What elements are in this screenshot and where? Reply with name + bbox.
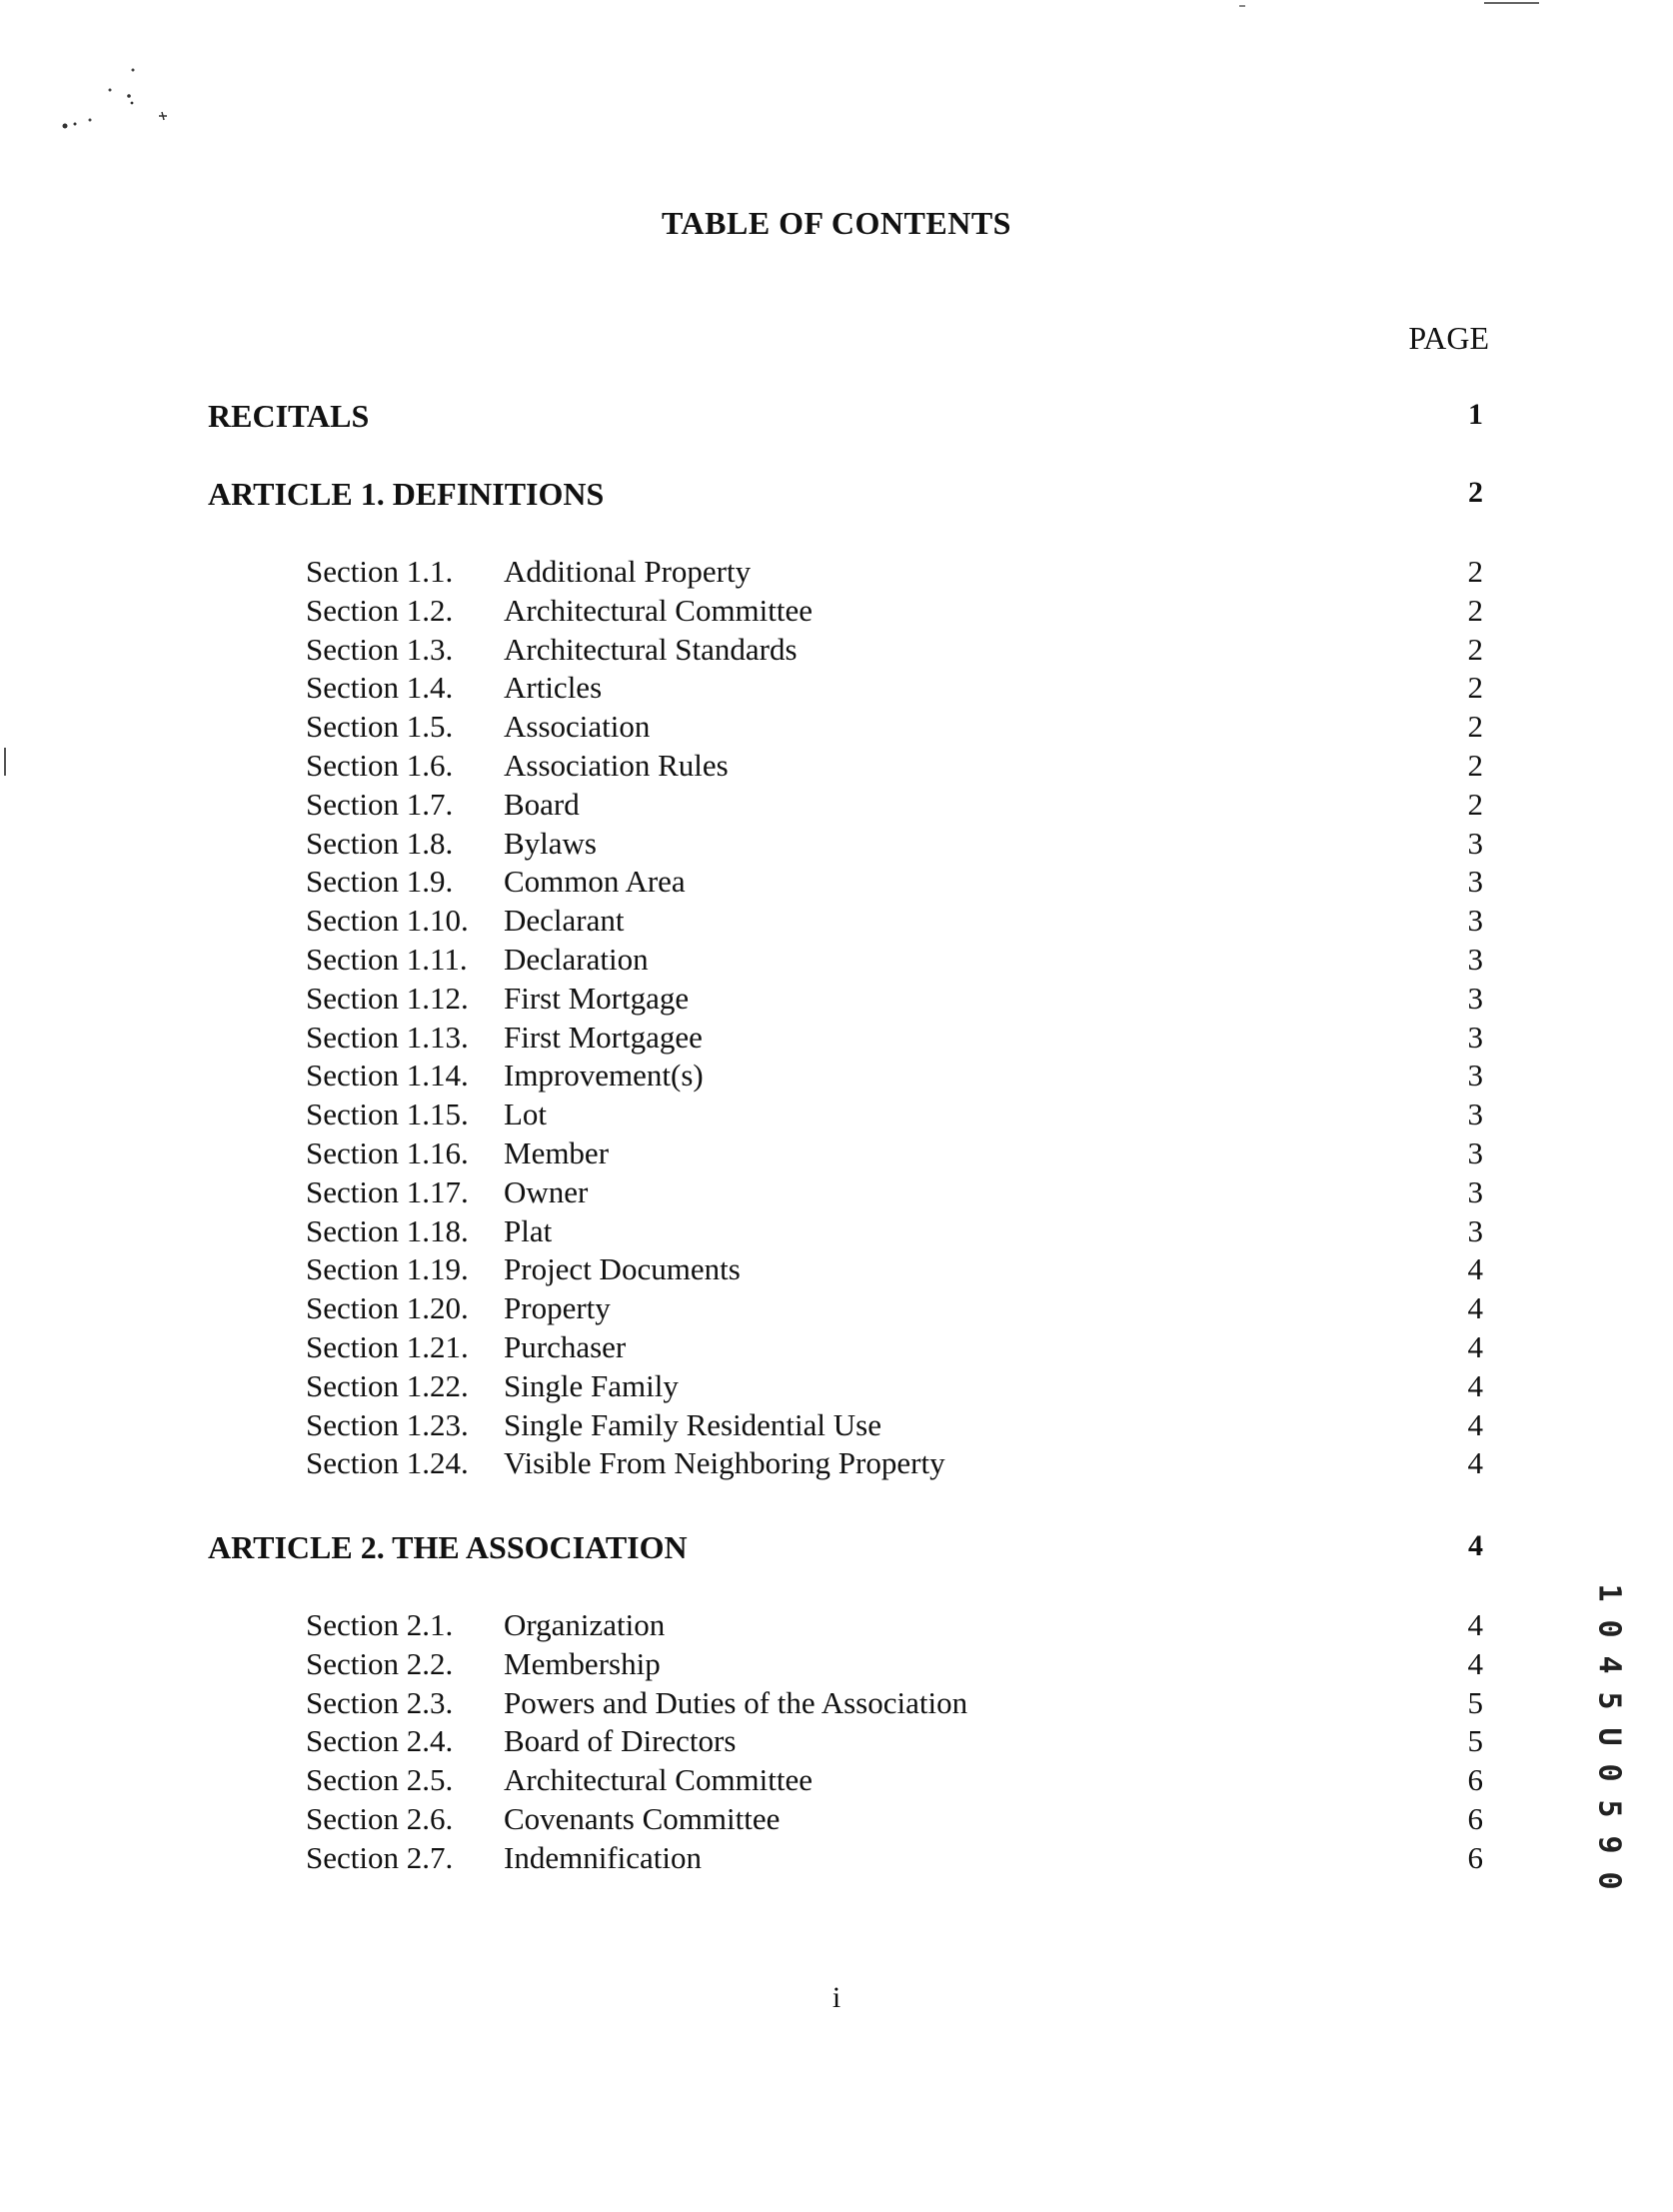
toc-entry (306, 709, 1483, 747)
scan-specks (55, 60, 185, 140)
section-title: Covenants Committee (504, 1801, 781, 1836)
toc-entry (306, 1723, 1483, 1761)
section-page: 3 (1467, 864, 1483, 900)
section-page: 2 (1467, 748, 1483, 783)
section-number: Section 2.2. (306, 1645, 454, 1681)
toc-entry (306, 1445, 1483, 1483)
section-title: Membership (504, 1645, 661, 1681)
section-number: Section 1.16. (306, 1135, 469, 1170)
section-title: Architectural Committee (504, 1762, 814, 1798)
section-title: Declaration (504, 942, 649, 977)
section-page: 2 (1467, 592, 1483, 628)
section-number: Section 1.21. (306, 1329, 469, 1364)
margin-stamp (1589, 1569, 1629, 1899)
section-title: Common Area (504, 864, 686, 900)
section-title: Indemnification (504, 1839, 702, 1875)
section-number: Section 1.1. (306, 554, 454, 589)
section-title: Board (504, 786, 580, 822)
toc-heading: ARTICLE 2. THE ASSOCIATION (208, 1529, 688, 1565)
section-page: 2 (1467, 709, 1483, 745)
section-title: Architectural Standards (504, 631, 798, 667)
section-number: Section 2.4. (306, 1723, 454, 1759)
toc-entry (306, 1407, 1483, 1445)
section-number: Section 1.4. (306, 670, 454, 706)
section-number: Section 2.5. (306, 1762, 454, 1798)
section-number: Section 1.6. (306, 748, 454, 783)
section-title: Project Documents (504, 1251, 741, 1287)
section-number: Section 1.20. (306, 1290, 469, 1326)
section-number: Section 1.5. (306, 709, 454, 745)
section-title: Association (504, 709, 651, 745)
section-title: Board of Directors (504, 1723, 737, 1759)
stamp-character: 1 (1591, 1583, 1627, 1602)
section-title: Single Family Residential Use (504, 1406, 881, 1442)
section-page: 5 (1467, 1723, 1483, 1759)
toc-entry (306, 1251, 1483, 1289)
section-page: 3 (1467, 1019, 1483, 1055)
section-title: Organization (504, 1607, 666, 1642)
toc-entry (306, 1097, 1483, 1134)
section-title: Association Rules (504, 748, 729, 783)
stamp-character: 0 (1591, 1619, 1627, 1638)
section-page: 6 (1467, 1762, 1483, 1798)
section-number: Section 1.17. (306, 1173, 469, 1209)
toc-heading-page: 4 (1468, 1529, 1483, 1562)
page-column-label: PAGE (1408, 320, 1489, 356)
toc-heading: RECITALS (208, 398, 370, 434)
stamp-character: 5 (1591, 1691, 1627, 1710)
toc-entry (306, 1762, 1483, 1800)
section-title: Bylaws (504, 825, 597, 861)
section-page: 3 (1467, 825, 1483, 861)
section-page: 3 (1467, 903, 1483, 939)
section-page: 4 (1467, 1445, 1483, 1481)
section-number: Section 1.23. (306, 1406, 469, 1442)
section-page: 6 (1467, 1839, 1483, 1875)
section-number: Section 2.6. (306, 1801, 454, 1836)
toc-entry (306, 1058, 1483, 1096)
toc-entry (306, 1801, 1483, 1839)
section-page: 3 (1467, 1097, 1483, 1132)
section-title: Owner (504, 1173, 589, 1209)
section-title: Property (504, 1290, 611, 1326)
section-page: 4 (1467, 1251, 1483, 1287)
toc-entry (306, 864, 1483, 902)
document-title: TABLE OF CONTENTS (662, 205, 1011, 241)
section-number: Section 1.10. (306, 903, 469, 939)
section-page: 6 (1467, 1801, 1483, 1836)
section-number: Section 1.22. (306, 1367, 469, 1403)
toc-entry (306, 1329, 1483, 1367)
toc-entry (306, 554, 1483, 592)
section-number: Section 1.12. (306, 980, 469, 1016)
section-page: 2 (1467, 631, 1483, 667)
section-number: Section 1.14. (306, 1058, 469, 1094)
section-number: Section 1.2. (306, 592, 454, 628)
section-page: 4 (1467, 1367, 1483, 1403)
section-page: 4 (1467, 1607, 1483, 1642)
toc-heading: ARTICLE 1. DEFINITIONS (208, 476, 605, 512)
section-number: Section 1.3. (306, 631, 454, 667)
section-page: 3 (1467, 1058, 1483, 1094)
section-page: 3 (1467, 1173, 1483, 1209)
section-number: Section 1.15. (306, 1097, 469, 1132)
section-number: Section 1.24. (306, 1445, 469, 1481)
section-page: 3 (1467, 942, 1483, 977)
section-page: 4 (1467, 1329, 1483, 1364)
section-title: Lot (504, 1097, 548, 1132)
toc-entry (306, 1607, 1483, 1645)
section-title: First Mortgagee (504, 1019, 703, 1055)
toc-entry (306, 1368, 1483, 1406)
toc-entry (306, 1020, 1483, 1058)
stamp-character: 0 (1591, 1871, 1627, 1890)
toc-entry (306, 981, 1483, 1019)
page-folio: i (832, 1981, 841, 2014)
toc-entry (306, 632, 1483, 670)
toc-entry (306, 1290, 1483, 1328)
section-title: Improvement(s) (504, 1058, 704, 1094)
section-title: Visible From Neighboring Property (504, 1445, 945, 1481)
section-title: First Mortgage (504, 980, 690, 1016)
section-title: Additional Property (504, 554, 752, 589)
section-page: 2 (1467, 554, 1483, 589)
section-title: Member (504, 1135, 610, 1170)
section-number: Section 1.9. (306, 864, 454, 900)
section-title: Purchaser (504, 1329, 627, 1364)
section-page: 3 (1467, 1135, 1483, 1170)
section-page: 3 (1467, 980, 1483, 1016)
toc-heading-page: 1 (1468, 398, 1483, 431)
toc-entry (306, 826, 1483, 864)
toc-heading-page: 2 (1468, 476, 1483, 509)
toc-entry (306, 593, 1483, 631)
toc-entry (306, 1685, 1483, 1723)
toc-entry (306, 748, 1483, 786)
stamp-character: 5 (1591, 1799, 1627, 1818)
scan-mark-left (4, 748, 6, 776)
section-page: 2 (1467, 786, 1483, 822)
section-title: Powers and Duties of the Association (504, 1684, 968, 1720)
toc-entry (306, 942, 1483, 980)
section-number: Section 2.1. (306, 1607, 454, 1642)
stamp-character: 0 (1591, 1763, 1627, 1782)
section-title: Architectural Committee (504, 592, 814, 628)
section-page: 4 (1467, 1645, 1483, 1681)
stamp-character: 9 (1591, 1835, 1627, 1854)
scan-marks-top (1229, 0, 1549, 10)
section-number: Section 1.8. (306, 825, 454, 861)
section-number: Section 1.13. (306, 1019, 469, 1055)
section-title: Plat (504, 1212, 553, 1248)
toc-entry (306, 1135, 1483, 1173)
section-number: Section 1.11. (306, 942, 468, 977)
section-number: Section 2.7. (306, 1839, 454, 1875)
stamp-character: U (1591, 1727, 1627, 1746)
section-number: Section 1.7. (306, 786, 454, 822)
section-number: Section 1.19. (306, 1251, 469, 1287)
section-page: 3 (1467, 1212, 1483, 1248)
section-page: 4 (1467, 1406, 1483, 1442)
toc-entry (306, 1646, 1483, 1684)
section-title: Declarant (504, 903, 625, 939)
toc-entry (306, 787, 1483, 825)
section-page: 4 (1467, 1290, 1483, 1326)
toc-entry (306, 1840, 1483, 1878)
section-title: Single Family (504, 1367, 679, 1403)
section-title: Articles (504, 670, 603, 706)
section-page: 5 (1467, 1684, 1483, 1720)
toc-entry (306, 1213, 1483, 1251)
section-number: Section 2.3. (306, 1684, 454, 1720)
section-number: Section 1.18. (306, 1212, 469, 1248)
toc-entry (306, 1174, 1483, 1212)
section-page: 2 (1467, 670, 1483, 706)
toc-entry (306, 670, 1483, 708)
toc-entry (306, 903, 1483, 941)
stamp-character: 4 (1591, 1655, 1627, 1674)
